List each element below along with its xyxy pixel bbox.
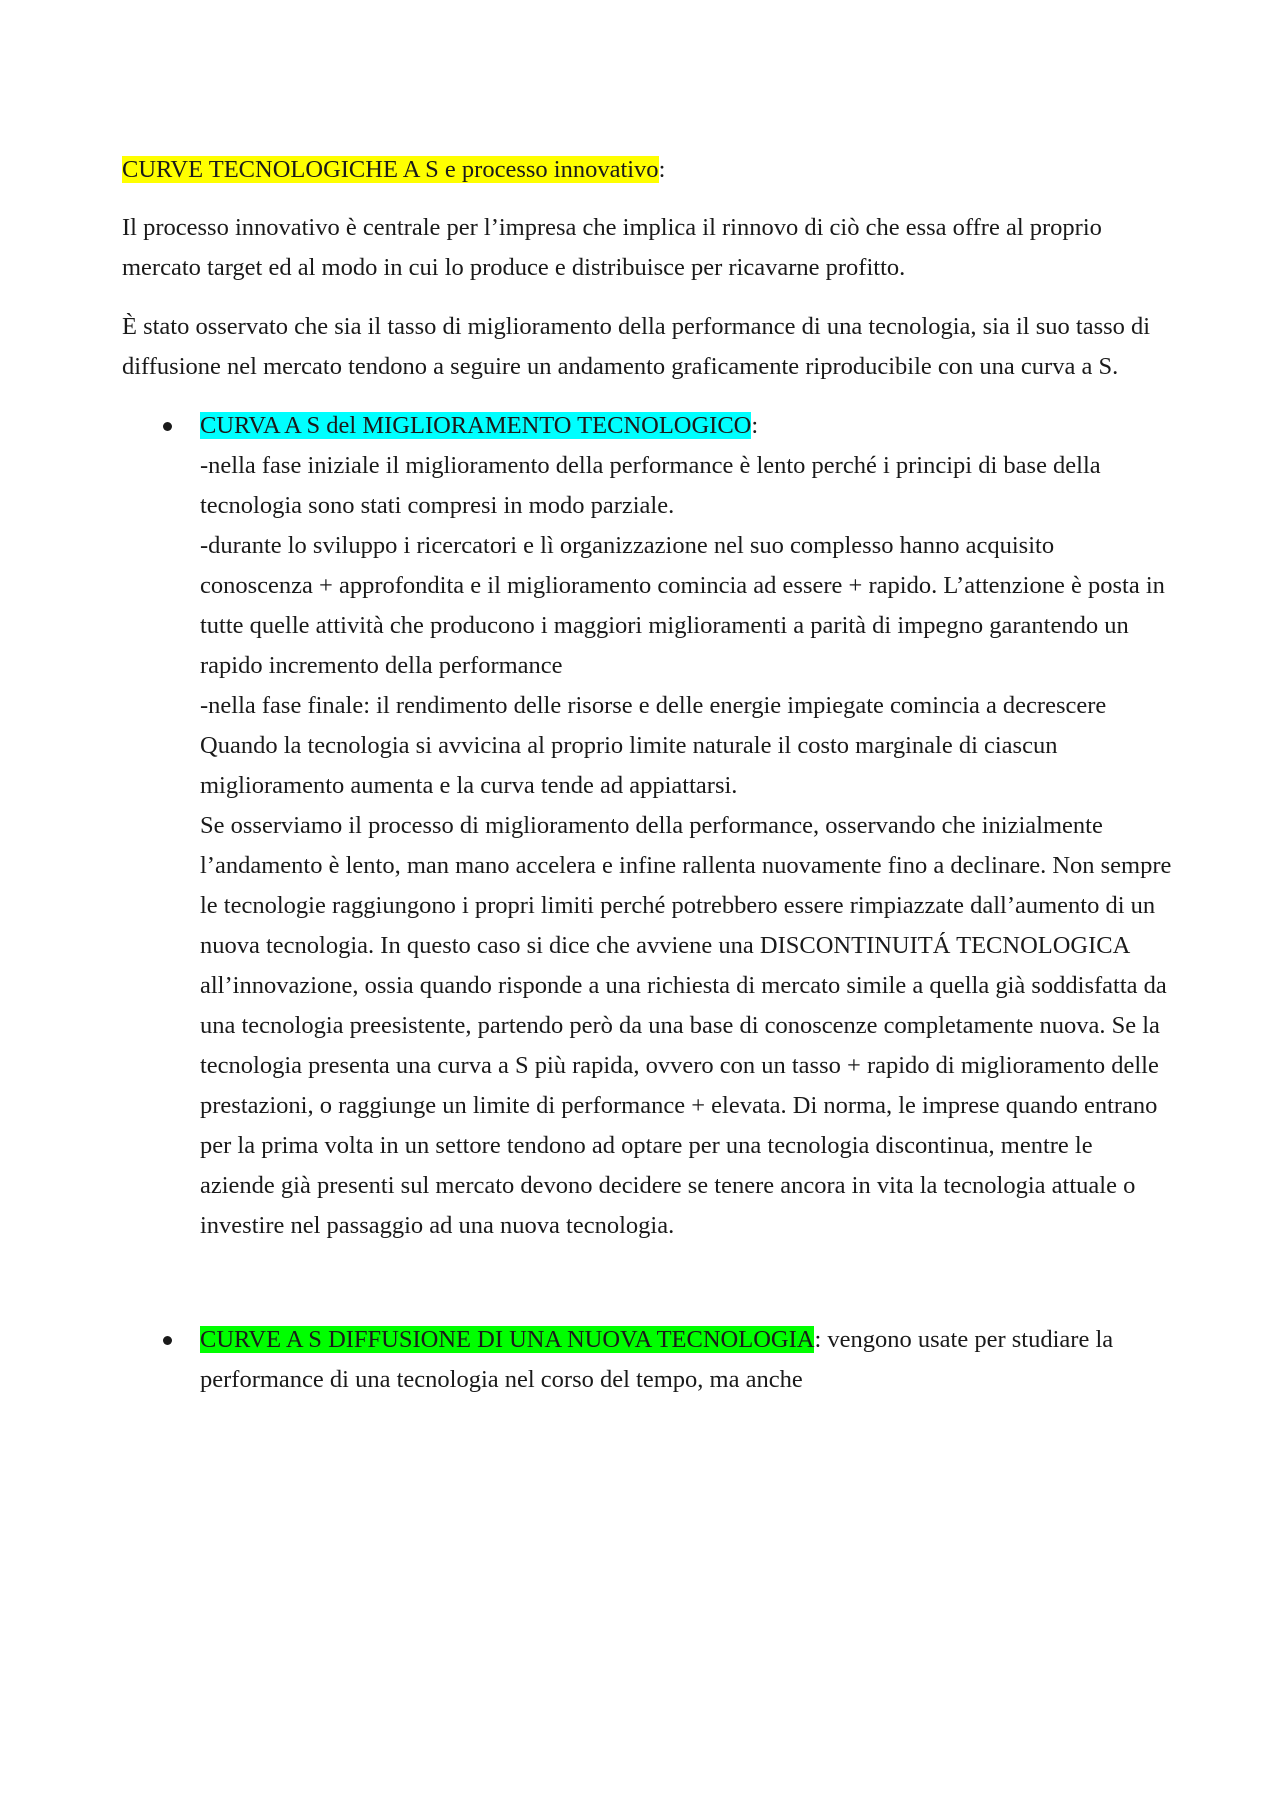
bullet-text-line: -nella fase iniziale il miglioramento della performance è lento perché i principi di base della tecnologia sono stati compresi in modo parziale. — [200, 452, 1101, 519]
bullet-text-line: -durante lo sviluppo i ricercatori e lì organizzazione nel suo complesso hanno acquisito conoscenza + approfondita e il miglioramento comincia ad essere + rapido. L’attenzione è posta in tutte quelle attività che producono i maggiori miglioramenti a parità di impegno garantendo un rapido incremento della performance — [200, 532, 1165, 679]
heading-highlight: CURVE TECNOLOGICHE A S e processo innovativo — [122, 156, 659, 183]
bullet-title-highlight: CURVA A S del MIGLIORAMENTO TECNOLOGICO — [200, 412, 752, 439]
document-heading — [122, 150, 1172, 190]
bullet-icon — [163, 422, 172, 431]
paragraph-intro: Il processo innovativo è centrale per l’impresa che implica il rinnovo di ciò che essa offre al proprio mercato target ed al modo in cui lo produce e distribuisce per ricavarne profitto. — [122, 214, 1102, 281]
bullet-title-line — [200, 406, 1172, 446]
document-body — [122, 150, 1172, 1400]
heading-suffix: : — [658, 156, 666, 183]
paragraph-observation: È stato osservato che sia il tasso di miglioramento della performance di una tecnologia, sia il suo tasso di diffusione nel mercato tendono a seguire un andamento graficamente riproducibile con una curva a S. — [122, 313, 1151, 380]
bullet-text-line: -nella fase finale: il rendimento delle risorse e delle energie impiegate comincia a decrescere — [200, 692, 1107, 719]
bullet-text-line: Se osserviamo il processo di miglioramento della performance, osservando che inizialmente l’andamento è lento, man mano accelera e infine rallenta nuovamente fino a declinare. Non sempre le tecnologie raggiungono i propri limiti perché potrebbero essere rimpiazzate dall’aumento di un nuova tecnologia. In questo caso si dice che avviene una DISCONTINUITÁ TECNOLOGICA all’innovazione, ossia quando risponde a una richiesta di mercato simile a quella già soddisfatta da una tecnologia preesistente, partendo però da una base di conoscenze completamente nuova. Se la tecnologia presenta una curva a S più rapida, ovvero con un tasso + rapido di miglioramento delle prestazioni, o raggiunge un limite di performance + elevata. Di norma, le imprese quando entrano per la prima volta in un settore tendono ad optare per una tecnologia discontinua, mentre le aziende già presenti sul mercato devono decidere se tenere ancora in vita la tecnologia attuale o investire nel passaggio ad una nuova tecnologia. — [200, 812, 1172, 1239]
list-item — [122, 406, 1172, 1246]
bullet-title-highlight: CURVE A S DIFFUSIONE DI UNA NUOVA TECNOLOGIA — [200, 1326, 815, 1353]
bullet-icon — [163, 1336, 172, 1345]
bullet-text-line: Quando la tecnologia si avvicina al proprio limite naturale il costo marginale di ciascun miglioramento aumenta e la curva tende ad appiattarsi. — [200, 732, 1058, 799]
bullet-list — [122, 406, 1172, 1400]
bullet-title-suffix: : vengono usate per studiare la performance di una tecnologia nel corso del tempo, ma anche — [200, 1326, 1114, 1393]
bullet-title-line — [200, 1320, 1172, 1400]
bullet-title-suffix: : — [751, 412, 759, 439]
list-item — [122, 1320, 1172, 1400]
